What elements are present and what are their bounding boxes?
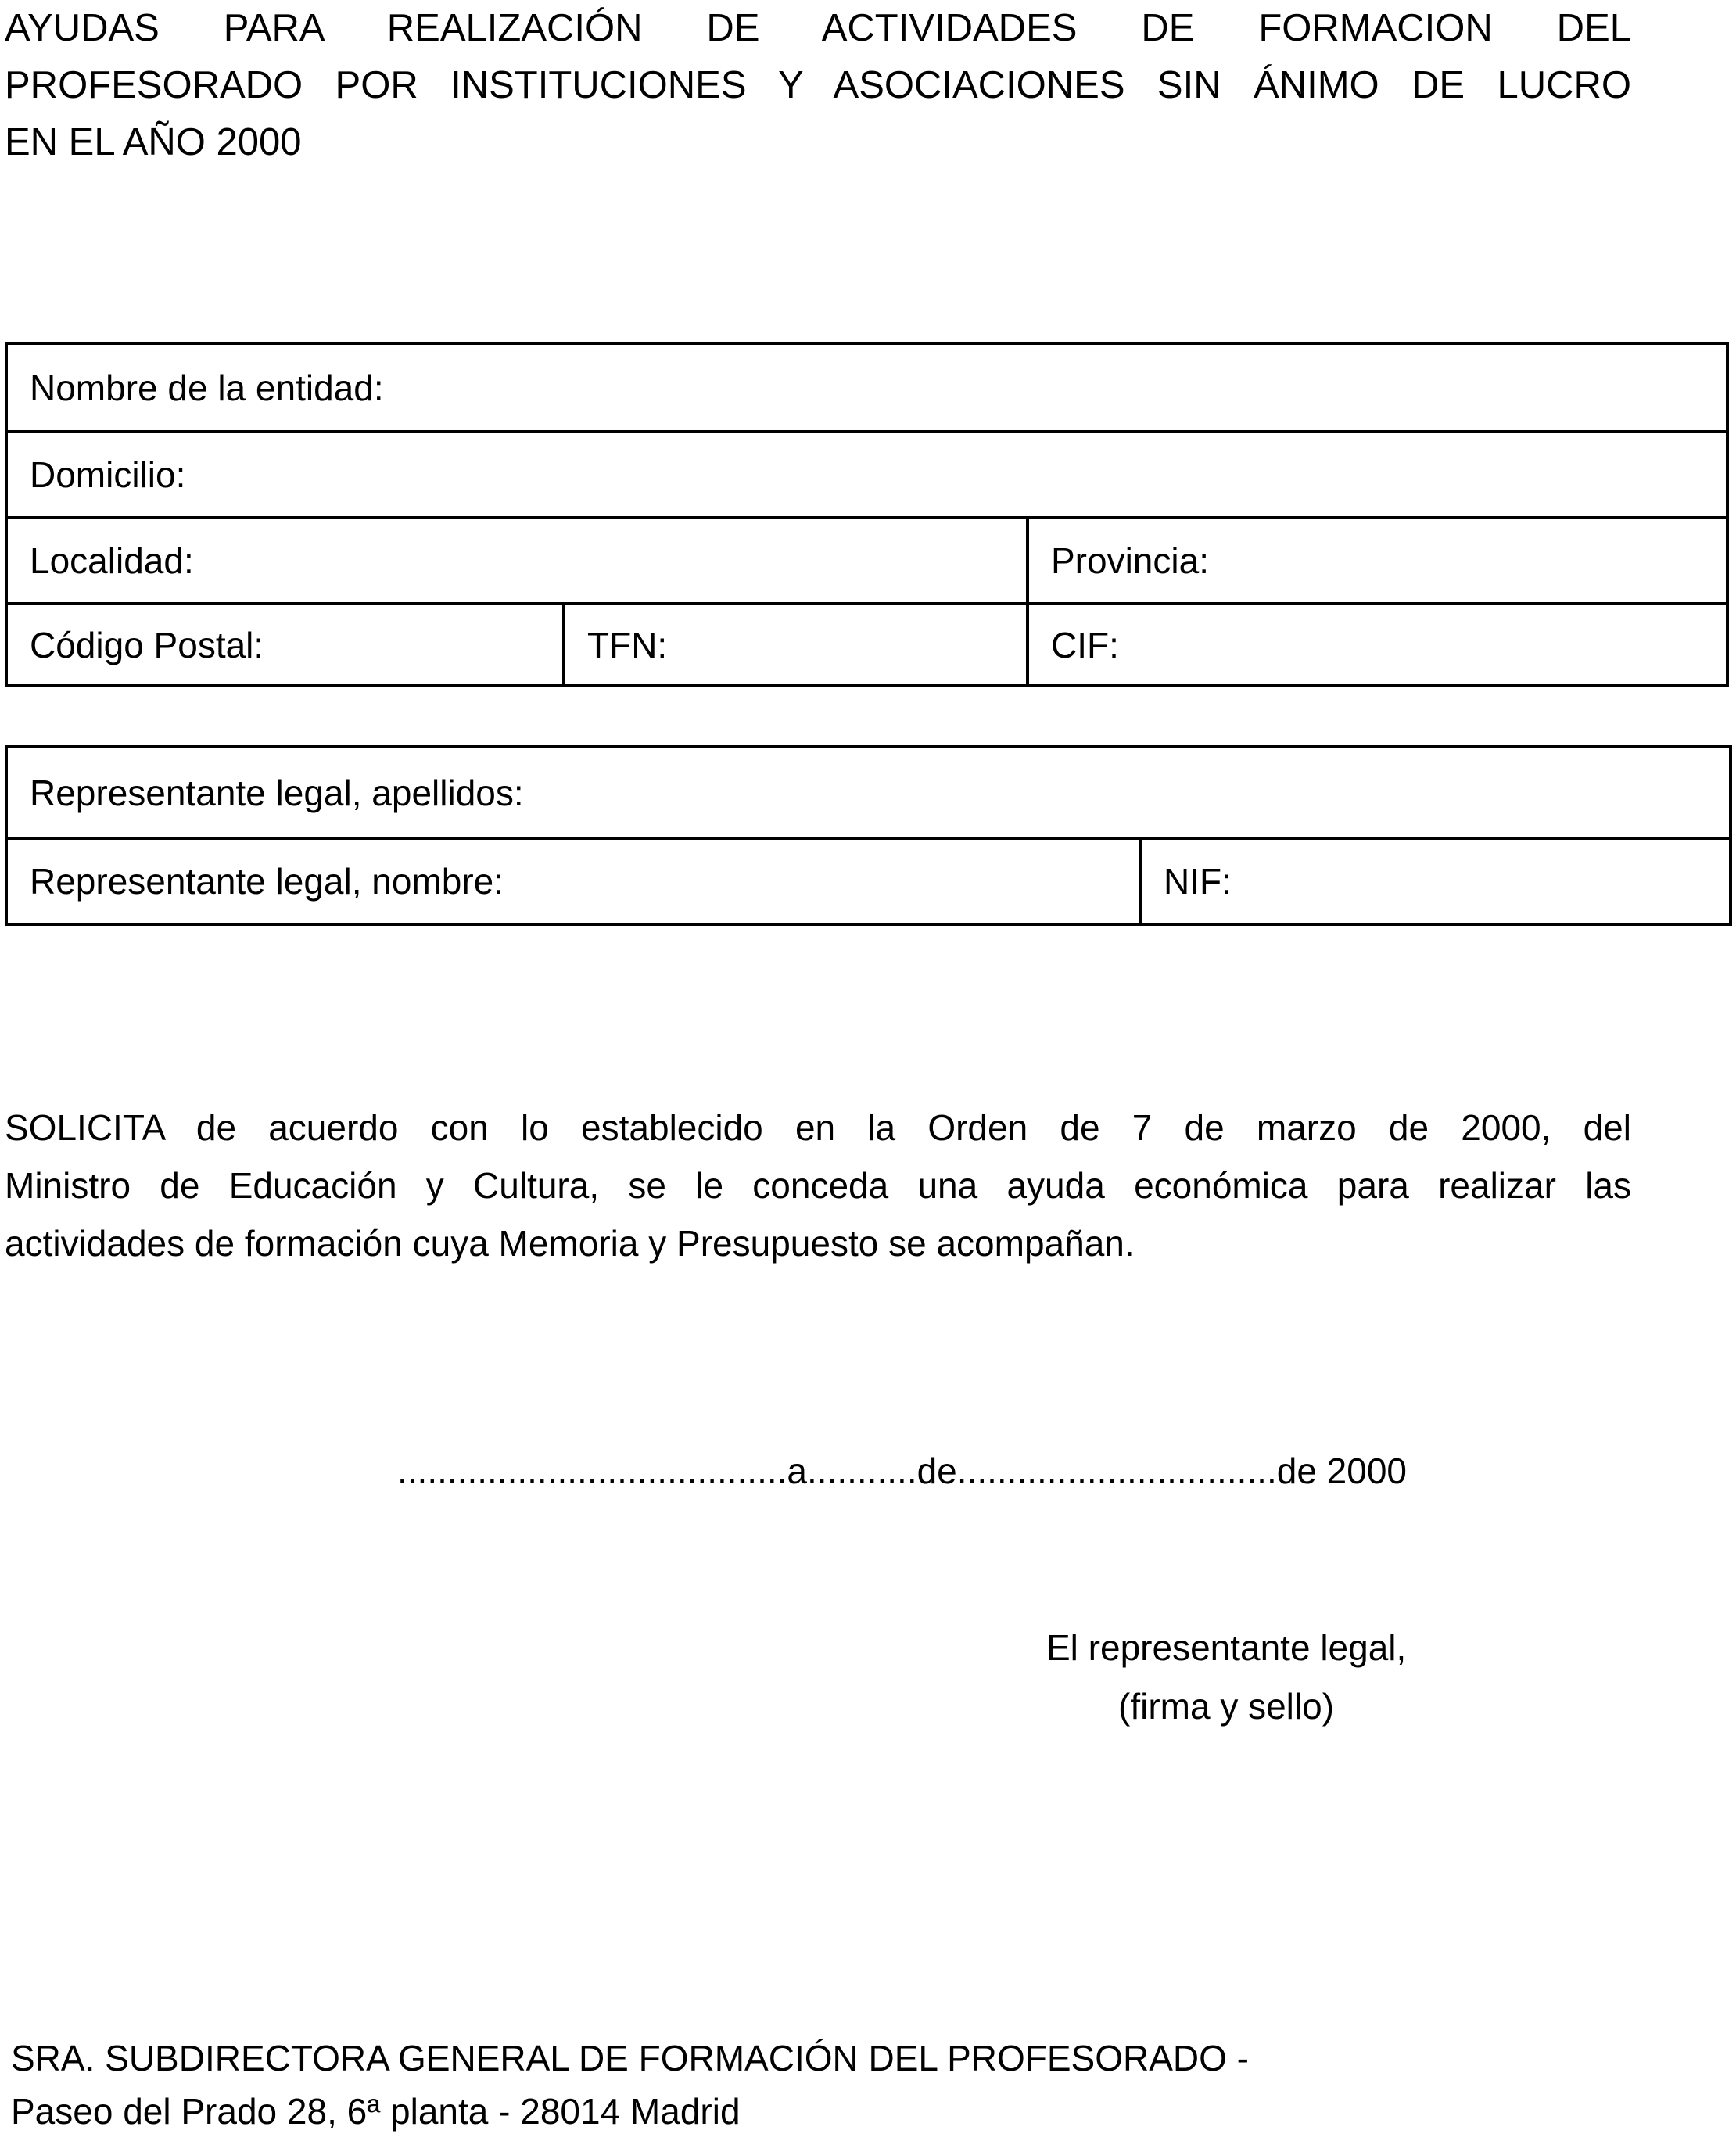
row-nombre-nif bbox=[8, 840, 1729, 923]
nif-field[interactable] bbox=[1139, 840, 1729, 923]
localidad-field[interactable] bbox=[8, 519, 1026, 602]
nif-label: NIF: bbox=[1164, 861, 1232, 902]
title-line-1: AYUDAS PARA REALIZACIÓN DE ACTIVIDADES DE FORMACION DEL bbox=[5, 7, 1631, 49]
document-title bbox=[5, 0, 1631, 171]
title-line-2: PROFESORADO POR INSTITUCIONES Y ASOCIACIONES SIN ÁNIMO DE LUCRO bbox=[5, 64, 1631, 106]
tfn-label: TFN: bbox=[587, 624, 668, 665]
signature-note: (firma y sello) bbox=[1118, 1686, 1335, 1727]
signature-label: El representante legal, bbox=[1046, 1627, 1407, 1668]
nombre-label: Representante legal, nombre: bbox=[30, 861, 504, 902]
provincia-label: Provincia: bbox=[1051, 540, 1209, 581]
localidad-label: Localidad: bbox=[30, 540, 194, 581]
apellidos-field[interactable] bbox=[8, 748, 1729, 837]
tfn-field[interactable] bbox=[562, 605, 1026, 684]
row-domicilio bbox=[8, 433, 1726, 519]
title-line-3: EN EL AÑO 2000 bbox=[5, 121, 302, 163]
row-nombre-entidad bbox=[8, 345, 1726, 433]
apellidos-label: Representante legal, apellidos: bbox=[30, 772, 524, 813]
nombre-field[interactable] bbox=[8, 840, 1139, 923]
provincia-field[interactable] bbox=[1026, 519, 1726, 602]
codigo-postal-label: Código Postal: bbox=[30, 624, 264, 665]
request-line-1: SOLICITA de acuerdo con lo establecido en la Orden de 7 de marzo de 2000, del bbox=[5, 1107, 1631, 1148]
addressee-line-1: SRA. SUBDIRECTORA GENERAL DE FORMACIÓN DEL PROFESORADO - bbox=[11, 2038, 1250, 2078]
request-paragraph bbox=[5, 1099, 1631, 1272]
nombre-entidad-label: Nombre de la entidad: bbox=[30, 367, 384, 408]
row-localidad-provincia bbox=[8, 519, 1726, 605]
cif-field[interactable] bbox=[1026, 605, 1726, 684]
row-cp-tfn-cif bbox=[8, 605, 1726, 684]
representative-form bbox=[5, 745, 1732, 926]
entity-form bbox=[5, 342, 1729, 687]
domicilio-label: Domicilio: bbox=[30, 454, 186, 495]
codigo-postal-field[interactable] bbox=[8, 605, 562, 684]
addressee-line-2: Paseo del Prado 28, 6ª planta - 28014 Madrid bbox=[11, 2091, 741, 2132]
addressee-block bbox=[11, 2032, 1249, 2138]
row-apellidos bbox=[8, 748, 1729, 840]
domicilio-field[interactable] bbox=[8, 433, 1726, 516]
request-line-3: actividades de formación cuya Memoria y Presupuesto se acompañan. bbox=[5, 1223, 1135, 1264]
date-place-line[interactable]: .......................................a...........de................................de 2000 bbox=[397, 1451, 1408, 1491]
request-line-2: Ministro de Educación y Cultura, se le conceda una ayuda económica para realizar las bbox=[5, 1165, 1631, 1206]
cif-label: CIF: bbox=[1051, 624, 1119, 665]
nombre-entidad-field[interactable] bbox=[8, 345, 1726, 430]
